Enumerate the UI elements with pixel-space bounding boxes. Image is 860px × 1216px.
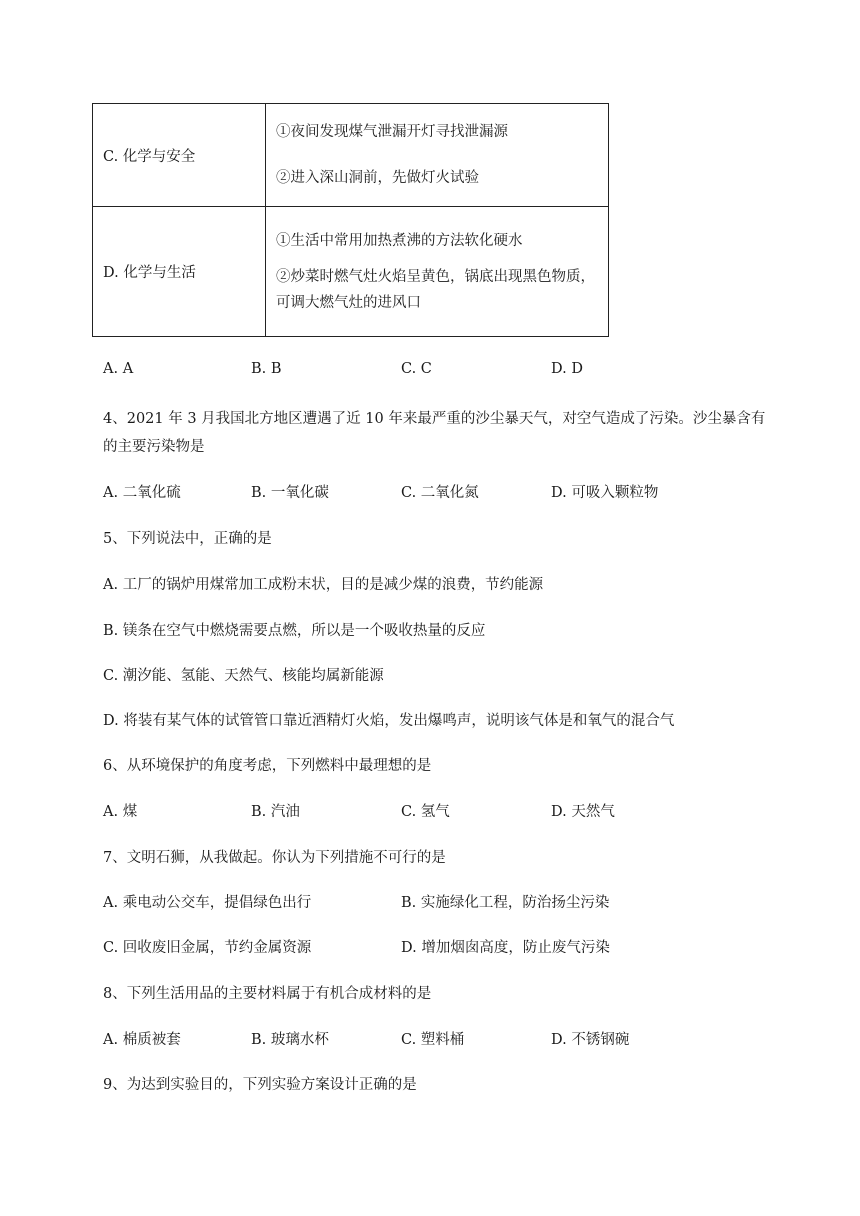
q4-option-b: B. 一氧化碳 <box>251 485 329 501</box>
question-stem: 6、从环境保护的角度考虑，下列燃料中最理想的是 <box>103 758 432 774</box>
q5-option-a: A. 工厂的锅炉用煤常加工成粉末状，目的是减少煤的浪费，节约能源 <box>103 577 544 593</box>
q6-option-c: C. 氢气 <box>401 804 450 820</box>
q8-option-d: D. 不锈钢碗 <box>551 1032 630 1048</box>
q4-option-a: A. 二氧化硫 <box>103 485 181 501</box>
question-stem: 8、下列生活用品的主要材料属于有机合成材料的是 <box>103 986 432 1002</box>
q3-option-a: A. A <box>103 361 134 377</box>
q8-option-b: B. 玻璃水杯 <box>251 1032 329 1048</box>
q3-option-d: D. D <box>551 361 583 377</box>
q5-option-d: D. 将装有某气体的试管管口靠近酒精灯火焰，发出爆鸣声，说明该气体是和氧气的混合气 <box>103 713 675 729</box>
q3-option-c: C. C <box>401 361 432 377</box>
q8-option-a: A. 棉质被套 <box>103 1032 181 1048</box>
q5-option-c: C. 潮汐能、氢能、天然气、核能均属新能源 <box>103 668 384 684</box>
q6-option-b: B. 汽油 <box>251 804 300 820</box>
row-item: ②进入深山洞前，先做灯火试验 <box>276 170 479 186</box>
q3-option-b: B. B <box>251 361 282 377</box>
q4-option-d: D. 可吸入颗粒物 <box>551 485 659 501</box>
row-item: 可调大燃气灶的进风口 <box>276 294 421 311</box>
row-item: ①夜间发现煤气泄漏开灯寻找泄漏源 <box>276 124 508 140</box>
question-stem: 7、文明石狮，从我做起。你认为下列措施不可行的是 <box>103 850 446 866</box>
q4-option-c: C. 二氧化氮 <box>401 485 479 501</box>
q8-option-c: C. 塑料桶 <box>401 1032 465 1048</box>
q7-option-a: A. 乘电动公交车，提倡绿色出行 <box>103 895 312 911</box>
q6-option-a: A. 煤 <box>103 804 138 820</box>
row-label: C. 化学与安全 <box>93 104 266 207</box>
q7-option-c: C. 回收废旧金属，节约金属资源 <box>103 940 312 956</box>
q5-option-b: B. 镁条在空气中燃烧需要点燃，所以是一个吸收热量的反应 <box>103 623 486 639</box>
row-item: ②炒菜时燃气灶火焰呈黄色，锅底出现黑色物质， <box>276 268 595 285</box>
question-stem: 4、2021 年 3 月我国北方地区遭遇了近 10 年来最严重的沙尘暴天气，对空气造成了污染。沙尘暴含有 <box>103 411 766 427</box>
question-stem: 的主要污染物是 <box>103 439 205 455</box>
question-stem: 9、为达到实验目的，下列实验方案设计正确的是 <box>103 1077 417 1093</box>
question-stem: 5、下列说法中，正确的是 <box>103 531 272 547</box>
q3-options-table <box>92 103 609 337</box>
row-content <box>266 104 609 207</box>
q7-option-b: B. 实施绿化工程，防治扬尘污染 <box>401 895 610 911</box>
row-content <box>266 207 609 337</box>
row-item: ①生活中常用加热煮沸的方法软化硬水 <box>276 232 523 249</box>
table-row <box>93 104 609 207</box>
table-row <box>93 207 609 337</box>
q7-option-d: D. 增加烟囱高度，防止废气污染 <box>401 940 610 956</box>
row-label: D. 化学与生活 <box>93 207 266 337</box>
q6-option-d: D. 天然气 <box>551 804 615 820</box>
